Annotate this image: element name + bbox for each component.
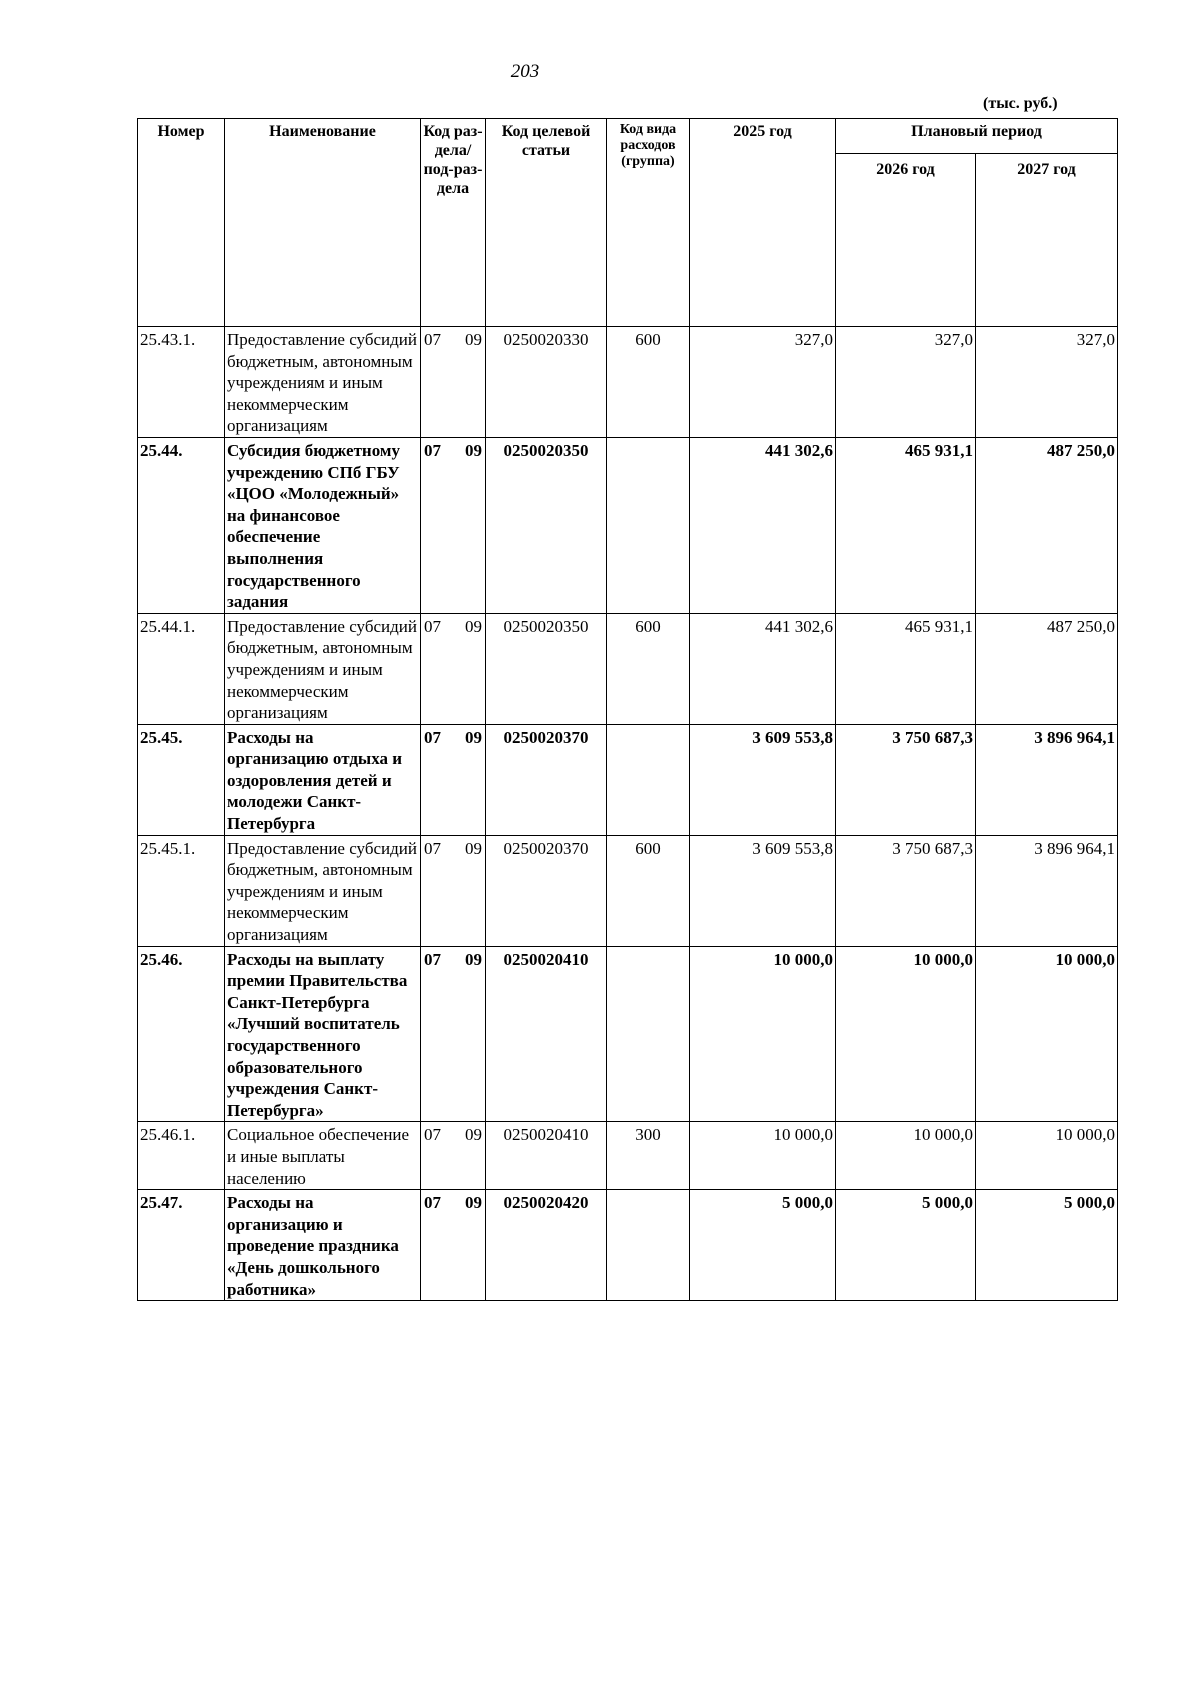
row-section: 07 <box>424 838 441 858</box>
row-section: 07 <box>424 440 441 460</box>
table-row <box>138 724 1118 835</box>
row-section-code <box>421 946 486 1122</box>
unit-label: (тыс. руб.) <box>983 95 1058 112</box>
row-2027: 487 250,0 <box>976 613 1118 724</box>
row-2026: 3 750 687,3 <box>836 724 976 835</box>
table-row <box>138 327 1118 438</box>
row-number: 25.45.1. <box>138 835 225 946</box>
table-row <box>138 946 1118 1122</box>
row-target-code: 0250020350 <box>486 613 607 724</box>
row-subsection: 09 <box>465 330 482 349</box>
row-2027: 5 000,0 <box>976 1190 1118 1301</box>
row-section-code <box>421 835 486 946</box>
row-2025: 3 609 553,8 <box>690 724 836 835</box>
row-2025: 10 000,0 <box>690 1122 836 1190</box>
row-name: Расходы на выплату премии Правительства Санкт-Петербурга «Лучший воспитатель государственного образовательного учреждения Санкт-Петербурга» <box>225 946 421 1122</box>
row-section-code <box>421 724 486 835</box>
row-2027: 327,0 <box>976 327 1118 438</box>
table-row <box>138 1190 1118 1301</box>
row-section-code <box>421 327 486 438</box>
row-subsection: 09 <box>465 727 482 747</box>
header-2026: 2026 год <box>836 154 976 327</box>
row-section-code <box>421 1122 486 1190</box>
row-target-code: 0250020410 <box>486 946 607 1122</box>
row-number: 25.44.1. <box>138 613 225 724</box>
row-section-code <box>421 613 486 724</box>
row-expense-type <box>607 437 690 613</box>
row-expense-type <box>607 724 690 835</box>
header-row-top <box>138 119 1118 154</box>
row-name: Предоставление субсидий бюджетным, автономным учреждениям и иным некоммерческим организациям <box>225 613 421 724</box>
row-target-code: 0250020410 <box>486 1122 607 1190</box>
row-2026: 465 931,1 <box>836 613 976 724</box>
row-subsection: 09 <box>465 440 482 460</box>
row-expense-type: 300 <box>607 1122 690 1190</box>
row-target-code: 0250020330 <box>486 327 607 438</box>
table-row <box>138 1122 1118 1190</box>
row-2026: 327,0 <box>836 327 976 438</box>
row-subsection: 09 <box>465 1193 482 1213</box>
row-2027: 10 000,0 <box>976 946 1118 1122</box>
row-2027: 3 896 964,1 <box>976 724 1118 835</box>
row-name: Расходы на организацию отдыха и оздоровления детей и молодежи Санкт-Петербурга <box>225 724 421 835</box>
row-subsection: 09 <box>465 949 482 969</box>
row-target-code: 0250020350 <box>486 437 607 613</box>
row-section: 07 <box>424 1193 441 1213</box>
table-row <box>138 613 1118 724</box>
row-expense-type: 600 <box>607 835 690 946</box>
row-2025: 441 302,6 <box>690 613 836 724</box>
row-section: 07 <box>424 949 441 969</box>
row-expense-type <box>607 946 690 1122</box>
header-expense-type-code: Код вида расходов (группа) <box>607 119 690 327</box>
row-2026: 3 750 687,3 <box>836 835 976 946</box>
row-number: 25.45. <box>138 724 225 835</box>
row-expense-type <box>607 1190 690 1301</box>
row-target-code: 0250020370 <box>486 724 607 835</box>
row-section-code <box>421 1190 486 1301</box>
header-2027: 2027 год <box>976 154 1118 327</box>
row-2025: 5 000,0 <box>690 1190 836 1301</box>
row-expense-type: 600 <box>607 327 690 438</box>
row-2027: 10 000,0 <box>976 1122 1118 1190</box>
row-name: Предоставление субсидий бюджетным, автономным учреждениям и иным некоммерческим организациям <box>225 327 421 438</box>
header-2025: 2025 год <box>690 119 836 327</box>
row-number: 25.46. <box>138 946 225 1122</box>
row-section: 07 <box>424 1125 441 1145</box>
row-name: Расходы на организацию и проведение праздника «День дошкольного работника» <box>225 1190 421 1301</box>
row-name: Субсидия бюджетному учреждению СПб ГБУ «ЦОО «Молодежный» на финансовое обеспечение выполнения государственного задания <box>225 437 421 613</box>
row-section: 07 <box>424 330 441 349</box>
header-name: Наименование <box>225 119 421 327</box>
row-2025: 441 302,6 <box>690 437 836 613</box>
row-subsection: 09 <box>465 1125 482 1145</box>
row-subsection: 09 <box>465 616 482 636</box>
row-number: 25.44. <box>138 437 225 613</box>
header-planned-period: Плановый период <box>836 119 1118 154</box>
row-target-code: 0250020420 <box>486 1190 607 1301</box>
table-row <box>138 835 1118 946</box>
row-number: 25.43.1. <box>138 327 225 438</box>
header-section-code: Код раз-дела/ под-раз-дела <box>421 119 486 327</box>
row-2026: 465 931,1 <box>836 437 976 613</box>
table-body <box>138 327 1118 1301</box>
row-2027: 3 896 964,1 <box>976 835 1118 946</box>
row-number: 25.46.1. <box>138 1122 225 1190</box>
row-subsection: 09 <box>465 838 482 858</box>
row-section-code <box>421 437 486 613</box>
page-number: 203 <box>510 61 540 82</box>
row-2026: 5 000,0 <box>836 1190 976 1301</box>
row-2026: 10 000,0 <box>836 1122 976 1190</box>
row-name: Социальное обеспечение и иные выплаты населению <box>225 1122 421 1190</box>
row-expense-type: 600 <box>607 613 690 724</box>
row-2026: 10 000,0 <box>836 946 976 1122</box>
row-2025: 327,0 <box>690 327 836 438</box>
header-target-code: Код целевой статьи <box>486 119 607 327</box>
row-target-code: 0250020370 <box>486 835 607 946</box>
header-number: Номер <box>138 119 225 327</box>
table-row <box>138 437 1118 613</box>
row-section: 07 <box>424 727 441 747</box>
row-number: 25.47. <box>138 1190 225 1301</box>
row-name: Предоставление субсидий бюджетным, автономным учреждениям и иным некоммерческим организациям <box>225 835 421 946</box>
row-2025: 10 000,0 <box>690 946 836 1122</box>
row-section: 07 <box>424 616 441 636</box>
row-2027: 487 250,0 <box>976 437 1118 613</box>
budget-table <box>137 118 1118 1301</box>
row-2025: 3 609 553,8 <box>690 835 836 946</box>
